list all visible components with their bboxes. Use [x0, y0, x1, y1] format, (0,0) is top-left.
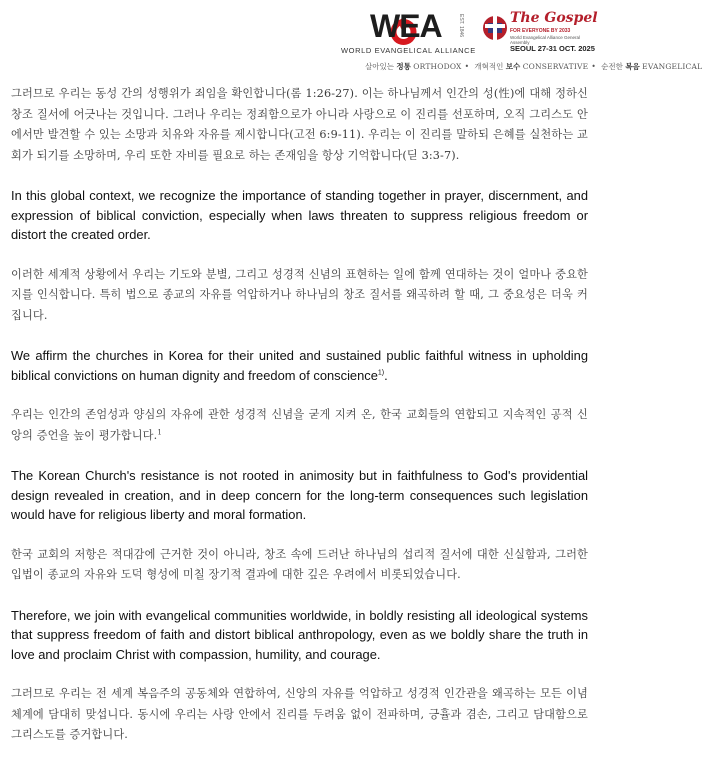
gospel-title: The Gospel	[510, 10, 598, 26]
paragraph-korean: 그러므로 우리는 전 세계 복음주의 공동체와 연합하여, 신앙의 자유를 억압하고 성경적 인간관을 왜곡하는 모든 이념 체계에 담대히 맞섭니다. 동시에 우리는 사랑 안에서 진리를 두려움 없이 전파하며, 긍휼과 겸손, 그리고 담대함으로 그리스도를 증거합니다.	[11, 687, 588, 741]
tagline-english: ORTHODOX	[413, 62, 462, 71]
wea-established: EST. 1846	[458, 14, 464, 38]
tagline-separator: •	[464, 62, 470, 71]
wea-fullname: WORLD EVANGELICAL ALLIANCE	[341, 46, 476, 55]
tagline	[365, 61, 702, 72]
footnote-marker[interactable]: 1)	[377, 369, 385, 377]
tagline-english: CONSERVATIVE	[522, 62, 589, 71]
paragraph-english: In this global context, we recognize the importance of standing together in prayer, discernment, and expression of biblical conviction, especially when laws threaten to suppress religious freedom or distort the created order.	[11, 188, 588, 242]
tagline-english: EVANGELICAL	[642, 62, 702, 71]
paragraph-english: The Korean Church's resistance is not rooted in animosity but in faithfulness to God's providential design revealed in creation, and in deep concern for the long-term consequences such legislation would have for religious liberty and moral formation.	[11, 468, 588, 522]
paragraph-english: Therefore, we join with evangelical communities worldwide, in boldly resisting all ideological systems that suppress freedom of faith and distort biblical anthropology, even as we boldly share the truth in love and proclaim Christ with compassion, humility, and courage.	[11, 607, 588, 662]
wea-wordmark: WEA	[370, 8, 442, 44]
tagline-prefix: 개혁적인	[474, 62, 504, 71]
tagline-keyword: 복음	[625, 62, 640, 71]
gospel-subtitle: FOR EVERYONE BY 2033	[510, 28, 571, 34]
tagline-prefix: 살아있는	[365, 62, 394, 71]
paragraph-text: 우리는 인간의 존엄성과 양심의 자유에 관한 성경적 신념을 굳게 지켜 온, 한국 교회들의 연합되고 지속적인 공적 신앙의 증언을 높이 평가합니다.	[11, 408, 588, 442]
paragraph-tail: .	[384, 367, 388, 383]
paragraph-english	[11, 346, 588, 385]
tagline-keyword: 정통	[396, 62, 411, 71]
paragraph-text: We affirm the churches in Korea for their united and sustained public faithful witness in upholding biblical convictions on human dignity and freedom of conscience	[11, 348, 588, 383]
tagline-separator: •	[591, 62, 596, 71]
paragraph-korean: 한국 교회의 저항은 적대감에 근거한 것이 아니라, 창조 속에 드러난 하나님의 섭리적 질서에 대한 신실함과, 그러한 입법이 종교의 자유와 도덕 형성에 미칠 장기적 결과에 대한 깊은 우려에서 비롯되었습니다.	[11, 547, 588, 581]
paragraph-korean: 그러므로 우리는 동성 간의 성행위가 죄임을 확인합니다(롬 1:26-27). 이는 하나님께서 인간의 성(性)에 대해 정하신 창조 질서에 어긋나는 것입니다. 그러나 우리는 정죄함으로가 아니라 사랑으로 이 진리를 선포하며, 오직 그리스도 안에서만 발견할 수 있는 소망과 치유와 자유를 제시합니다(고전 6:9-11). 우리는 이 진리를 말하되 은혜를 실천하는 교회가 되기를 소망하며, 우리 또한 자비를 필요로 하는 존재임을 항상 기억합니다(딛 3:3-7).	[11, 87, 588, 162]
gospel-assembly: World Evangelical Alliance General Assembly	[510, 35, 580, 45]
tagline-keyword: 보수	[505, 62, 521, 71]
tagline-prefix: 순전한	[601, 62, 623, 71]
page-header	[0, 0, 702, 71]
footnote-marker[interactable]: 1	[157, 427, 162, 436]
gospel-globe-logo-icon	[482, 8, 508, 54]
gospel-date: SEOUL 27-31 OCT. 2025	[510, 44, 595, 53]
paragraph-korean: 이러한 세계적 상황에서 우리는 기도와 분별, 그리고 성경적 신념의 표현하는 일에 함께 연대하는 것이 얼마나 중요한지를 인식합니다. 특히 법으로 종교의 자유를 억압하거나 하나님의 창조 질서를 왜곡하려 할 때, 그 중요성은 더욱 커집니다.	[11, 267, 588, 322]
document-body	[11, 84, 588, 766]
paragraph-korean	[11, 405, 588, 446]
